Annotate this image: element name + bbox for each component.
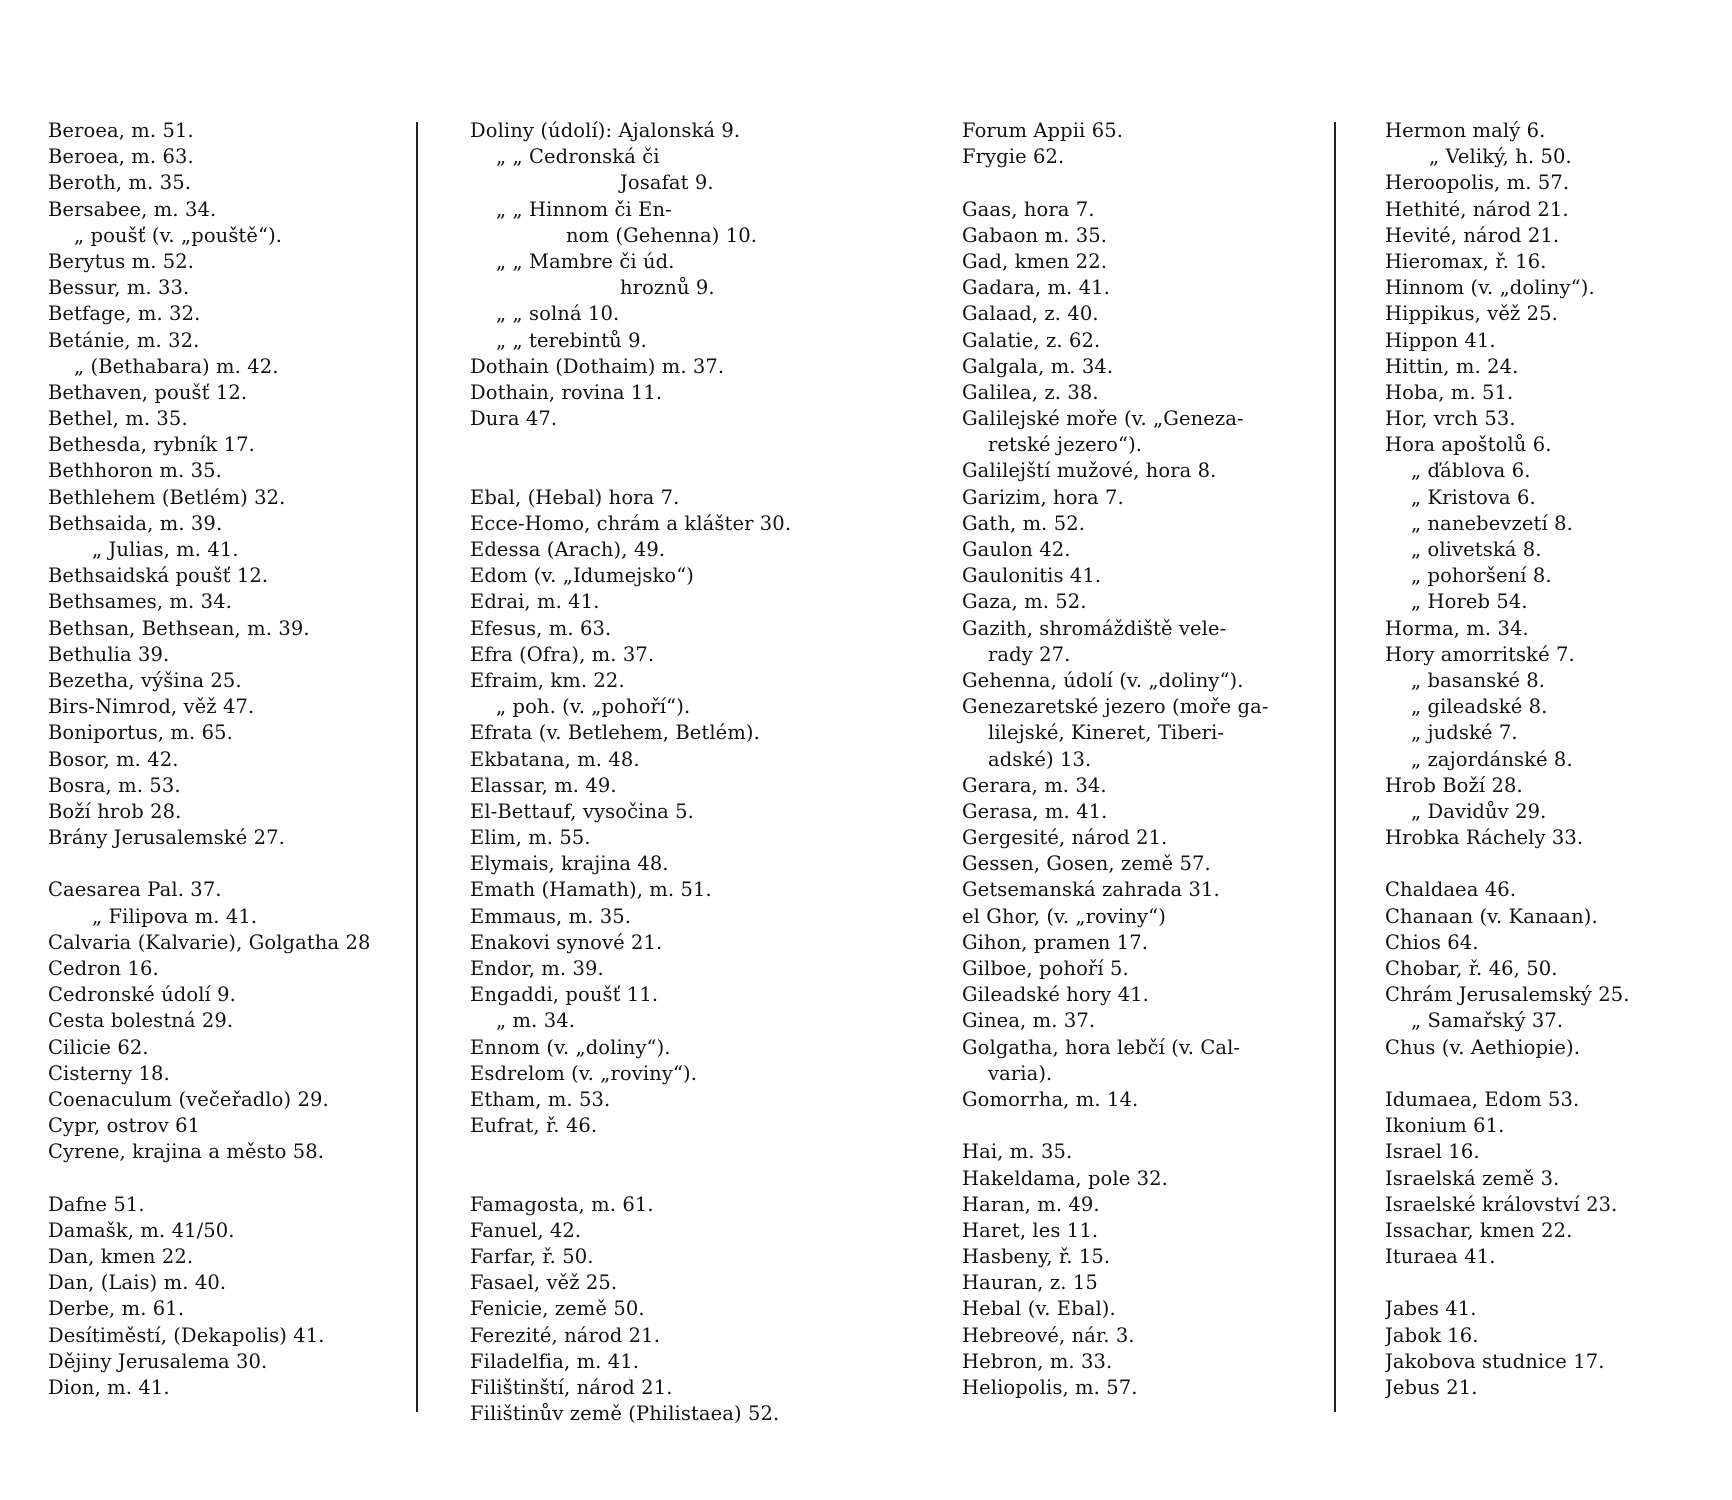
index-entry: Galaad, z. 40. <box>962 302 1099 326</box>
index-entry: Israelská země 3. <box>1385 1166 1560 1190</box>
index-entry: Coenaculum (večeřadlo) 29. <box>48 1087 329 1111</box>
index-column-4 <box>1385 118 1715 1401</box>
section-gap <box>1385 1270 1715 1296</box>
index-entry: Chios 64. <box>1385 930 1479 954</box>
index-entry: Gomorrha, m. 14. <box>962 1087 1139 1111</box>
index-entry: Getsemanská zahrada 31. <box>962 878 1220 902</box>
index-entry: Betfage, m. 32. <box>48 302 201 326</box>
index-entry: „ „ Cedronská či <box>496 145 660 169</box>
index-entry: Chrám Jerusalemský 25. <box>1385 983 1630 1007</box>
section-gap <box>48 1166 408 1192</box>
index-entry: Efesus, m. 63. <box>470 616 612 640</box>
index-entry: Gilboe, pohoří 5. <box>962 957 1129 980</box>
index-entry: Ekbatana, m. 48. <box>470 747 640 771</box>
index-entry: „ nanebevzetí 8. <box>1411 511 1573 535</box>
index-entry: „ (Bethabara) m. 42. <box>74 354 279 378</box>
index-entry: Calvaria (Kalvarie), Golgatha 28 <box>48 930 371 954</box>
index-entry: Israel 16. <box>1385 1140 1480 1164</box>
index-entry: Hora apoštolů 6. <box>1385 433 1552 457</box>
index-entry: Beroea, m. 51. <box>48 119 194 142</box>
index-entry: Gaulonitis 41. <box>962 564 1102 588</box>
index-entry: Hevité, národ 21. <box>1385 223 1560 247</box>
index-entry: Gabaon m. 35. <box>962 223 1108 247</box>
index-entry: Galilejští mužové, hora 8. <box>962 459 1217 483</box>
index-entry: Genezaretské jezero (moře ga- <box>962 695 1269 719</box>
index-entry: Cedronské údolí 9. <box>48 983 236 1007</box>
index-entry: Dějiny Jerusalema 30. <box>48 1349 268 1373</box>
index-entry: Garizim, hora 7. <box>962 485 1124 509</box>
index-entry: Hory amorritské 7. <box>1385 642 1575 666</box>
index-entry: Hermon malý 6. <box>1385 119 1546 142</box>
section-gap <box>470 1166 830 1192</box>
index-entry: Fenicie, země 50. <box>470 1297 645 1321</box>
index-entry: „ Veliký, h. 50. <box>1429 145 1572 169</box>
index-entry: Endor, m. 39. <box>470 957 604 980</box>
index-entry: Gath, m. 52. <box>962 511 1086 535</box>
index-entry: „ olivetská 8. <box>1411 538 1542 561</box>
index-entry: Gaza, m. 52. <box>962 590 1087 614</box>
index-entry: Jabok 16. <box>1385 1323 1479 1347</box>
index-entry: Hauran, z. 15 <box>962 1271 1098 1295</box>
index-entry: Hebreové, nár. 3. <box>962 1323 1135 1347</box>
index-entry: Fasael, věž 25. <box>470 1271 618 1295</box>
section-gap <box>470 1139 830 1165</box>
index-entry: Bethel, m. 35. <box>48 407 188 431</box>
index-entry: Idumaea, Edom 53. <box>1385 1087 1580 1111</box>
index-entry: Hinnom (v. „doliny“). <box>1385 276 1595 300</box>
index-entry: Boniportus, m. 65. <box>48 721 233 745</box>
index-entry: „ pohoršení 8. <box>1411 564 1552 588</box>
index-entry: Bethsan, Bethsean, m. 39. <box>48 616 310 640</box>
index-entry: Dothain, rovina 11. <box>470 380 663 404</box>
index-entry: Efra (Ofra), m. 37. <box>470 642 655 666</box>
index-entry: Hrob Boží 28. <box>1385 773 1523 797</box>
index-entry: Frygie 62. <box>962 145 1065 169</box>
index-entry: Bessur, m. 33. <box>48 276 190 300</box>
index-entry: Dion, m. 41. <box>48 1376 170 1399</box>
index-entry: Forum Appii 65. <box>962 119 1124 142</box>
index-entry: Edrai, m. 41. <box>470 590 600 614</box>
index-entry: Beroth, m. 35. <box>48 171 192 195</box>
section-gap <box>962 170 1307 196</box>
index-column-3 <box>962 118 1307 1401</box>
section-gap <box>1385 851 1715 877</box>
index-entry: Jebus 21. <box>1385 1376 1478 1399</box>
index-entry: Haran, m. 49. <box>962 1192 1100 1216</box>
index-entry: Brány Jerusalemské 27. <box>48 826 285 850</box>
index-entry: Ginea, m. 37. <box>962 1009 1096 1033</box>
index-entry: Hethité, národ 21. <box>1385 197 1569 221</box>
index-entry: Engaddi, poušť 11. <box>470 983 659 1007</box>
index-entry: Bethsaida, m. 39. <box>48 511 223 535</box>
index-entry: Israelské království 23. <box>1385 1192 1618 1216</box>
index-entry: Derbe, m. 61. <box>48 1297 185 1321</box>
index-entry: Bethaven, poušť 12. <box>48 380 248 404</box>
index-entry: „ Kristova 6. <box>1411 485 1536 509</box>
index-entry: „ „ terebintů 9. <box>496 328 647 352</box>
index-entry: Eufrat, ř. 46. <box>470 1114 598 1138</box>
index-entry: Bezetha, výšina 25. <box>48 668 242 692</box>
index-entry: Bersabee, m. 34. <box>48 197 217 221</box>
index-entry: Gerara, m. 34. <box>962 773 1107 797</box>
index-entry: Haret, les 11. <box>962 1218 1099 1242</box>
section-gap <box>470 432 830 458</box>
index-entry: „ Horeb 54. <box>1411 590 1528 614</box>
index-entry: Hai, m. 35. <box>962 1140 1073 1164</box>
index-entry: Gerasa, m. 41. <box>962 799 1108 823</box>
index-entry: Galilea, z. 38. <box>962 380 1099 404</box>
index-entry: Beroea, m. 63. <box>48 145 194 169</box>
index-entry: Chaldaea 46. <box>1385 878 1517 902</box>
index-entry: Elassar, m. 49. <box>470 773 617 797</box>
index-entry: Cesta bolestná 29. <box>48 1009 234 1033</box>
index-entry: Ituraea 41. <box>1385 1245 1496 1269</box>
index-entry: Doliny (údolí): Ajalonská 9. <box>470 119 741 142</box>
index-entry: Hittin, m. 24. <box>1385 354 1519 378</box>
index-entry: Hakeldama, pole 32. <box>962 1166 1168 1190</box>
index-entry: Gileadské hory 41. <box>962 983 1149 1007</box>
index-entry: „ gileadské 8. <box>1411 695 1548 719</box>
index-entry: Gessen, Gosen, země 57. <box>962 852 1211 876</box>
index-entry: Cedron 16. <box>48 957 159 980</box>
index-entry: Galilejské moře (v. „Geneza- <box>962 407 1244 431</box>
index-entry: „ „ solná 10. <box>496 302 620 326</box>
index-entry: Chobar, ř. 46, 50. <box>1385 957 1558 980</box>
index-column-1 <box>48 118 408 1401</box>
index-entry: Gad, kmen 22. <box>962 249 1107 273</box>
index-entry: adské) 13. <box>988 747 1092 771</box>
index-entry: Bosor, m. 42. <box>48 747 179 771</box>
index-entry: „ ďáblova 6. <box>1411 459 1531 483</box>
index-entry: Gergesité, národ 21. <box>962 826 1168 850</box>
index-entry: Golgatha, hora lebčí (v. Cal- <box>962 1035 1241 1059</box>
index-entry: Ebal, (Hebal) hora 7. <box>470 485 680 509</box>
index-entry: Heroopolis, m. 57. <box>1385 171 1570 195</box>
index-entry: Fanuel, 42. <box>470 1218 582 1242</box>
index-entry: Ferezité, národ 21. <box>470 1323 660 1347</box>
index-entry: Cisterny 18. <box>48 1061 170 1085</box>
index-entry: varia). <box>988 1061 1053 1085</box>
index-entry: Berytus m. 52. <box>48 249 195 273</box>
index-entry: Damašk, m. 41/50. <box>48 1218 235 1242</box>
index-entry: Hieromax, ř. 16. <box>1385 249 1547 273</box>
index-entry: „ zajordánské 8. <box>1411 747 1573 771</box>
index-entry: Farfar, ř. 50. <box>470 1245 594 1269</box>
index-entry: Ennom (v. „doliny“). <box>470 1035 671 1059</box>
index-entry: Jabes 41. <box>1385 1297 1477 1321</box>
index-entry: Elymais, krajina 48. <box>470 852 669 876</box>
index-entry: Hebal (v. Ebal). <box>962 1297 1116 1321</box>
index-entry: Birs-Nimrod, věž 47. <box>48 695 255 719</box>
index-entry: Chanaan (v. Kanaan). <box>1385 904 1598 928</box>
index-entry: Dan, kmen 22. <box>48 1245 194 1269</box>
index-entry: „ Samařský 37. <box>1411 1009 1564 1033</box>
index-entry: Edessa (Arach), 49. <box>470 538 666 561</box>
index-entry: Esdrelom (v. „roviny“). <box>470 1061 698 1085</box>
index-entry: El-Bettauf, vysočina 5. <box>470 799 694 823</box>
index-entry: Boží hrob 28. <box>48 799 182 823</box>
index-entry: Filištinův země (Philistaea) 52. <box>470 1402 780 1426</box>
index-entry: Elim, m. 55. <box>470 826 591 850</box>
index-entry: Filištinští, národ 21. <box>470 1376 673 1399</box>
index-entry: Desítiměstí, (Dekapolis) 41. <box>48 1323 325 1347</box>
index-entry: Cilicie 62. <box>48 1035 149 1059</box>
index-entry: Horma, m. 34. <box>1385 616 1529 640</box>
index-entry: Bethsames, m. 34. <box>48 590 232 614</box>
index-entry: „ poh. (v. „pohoří“). <box>496 695 691 719</box>
index-entry: Famagosta, m. 61. <box>470 1192 654 1216</box>
index-entry: Gihon, pramen 17. <box>962 930 1148 954</box>
index-entry: nom (Gehenna) 10. <box>566 223 758 247</box>
index-entry: hroznů 9. <box>620 276 715 300</box>
index-entry: Enakovi synové 21. <box>470 930 663 954</box>
index-entry: Bethlehem (Betlém) 32. <box>48 485 286 509</box>
index-entry: „ Davidův 29. <box>1411 799 1547 823</box>
index-entry: „ poušť (v. „pouště“). <box>74 223 283 247</box>
index-entry: „ „ Mambre či úd. <box>496 249 675 273</box>
column-divider-1 <box>416 122 418 1412</box>
index-entry: Hor, vrch 53. <box>1385 407 1516 431</box>
index-entry: Betánie, m. 32. <box>48 328 200 352</box>
index-entry: „ Filipova m. 41. <box>92 904 258 928</box>
index-entry: Josafat 9. <box>620 171 714 195</box>
index-entry: Filadelfia, m. 41. <box>470 1349 640 1373</box>
index-entry: „ Julias, m. 41. <box>92 538 239 561</box>
index-entry: Efrata (v. Betlehem, Betlém). <box>470 721 760 745</box>
index-entry: Jakobova studnice 17. <box>1385 1349 1605 1373</box>
index-entry: Dura 47. <box>470 407 558 431</box>
index-entry: Gaas, hora 7. <box>962 197 1095 221</box>
index-entry: lilejské, Kineret, Tiberi- <box>988 721 1225 745</box>
section-gap <box>1385 1061 1715 1087</box>
index-entry: Caesarea Pal. 37. <box>48 878 222 902</box>
index-entry: Hoba, m. 51. <box>1385 380 1514 404</box>
index-entry: „ judské 7. <box>1411 721 1518 745</box>
section-gap <box>962 1113 1307 1139</box>
index-entry: Bethulia 39. <box>48 642 170 666</box>
index-entry: rady 27. <box>988 642 1071 666</box>
column-divider-2 <box>1334 122 1336 1412</box>
index-entry: Bethhoron m. 35. <box>48 459 222 483</box>
index-entry: Cypr, ostrov 61 <box>48 1114 201 1138</box>
section-gap <box>470 458 830 484</box>
index-entry: Hippikus, věž 25. <box>1385 302 1558 326</box>
index-entry: Dan, (Lais) m. 40. <box>48 1271 227 1295</box>
index-entry: „ basanské 8. <box>1411 668 1546 692</box>
index-entry: Galgala, m. 34. <box>962 354 1114 378</box>
index-entry: Gehenna, údolí (v. „doliny“). <box>962 668 1244 692</box>
index-entry: Ecce-Homo, chrám a klášter 30. <box>470 511 792 535</box>
index-entry: Chus (v. Aethiopie). <box>1385 1035 1581 1059</box>
index-entry: „ m. 34. <box>496 1009 575 1033</box>
index-entry: Issachar, kmen 22. <box>1385 1218 1573 1242</box>
index-entry: Hrobka Ráchely 33. <box>1385 826 1584 850</box>
index-entry: Emmaus, m. 35. <box>470 904 632 928</box>
index-entry: Heliopolis, m. 57. <box>962 1376 1138 1399</box>
index-entry: Efraim, km. 22. <box>470 668 625 692</box>
index-entry: Emath (Hamath), m. 51. <box>470 878 712 902</box>
index-entry: Bosra, m. 53. <box>48 773 181 797</box>
index-entry: Ikonium 61. <box>1385 1114 1505 1138</box>
index-entry: Galatie, z. 62. <box>962 328 1101 352</box>
index-entry: Hebron, m. 33. <box>962 1349 1113 1373</box>
index-entry: Gaulon 42. <box>962 538 1071 561</box>
index-entry: Gadara, m. 41. <box>962 276 1110 300</box>
index-entry: Etham, m. 53. <box>470 1087 611 1111</box>
index-entry: Gazith, shromáždiště vele- <box>962 616 1227 640</box>
index-entry: retské jezero“). <box>988 433 1143 457</box>
index-entry: „ „ Hinnom či En- <box>496 197 672 221</box>
index-entry: Edom (v. „Idumejsko“) <box>470 564 695 588</box>
index-entry: Hasbeny, ř. 15. <box>962 1245 1111 1269</box>
index-entry: Dafne 51. <box>48 1192 145 1216</box>
index-entry: Bethesda, rybník 17. <box>48 433 255 457</box>
index-entry: Cyrene, krajina a město 58. <box>48 1140 325 1164</box>
index-column-2 <box>470 118 830 1427</box>
index-entry: el Ghor, (v. „roviny“) <box>962 904 1166 928</box>
section-gap <box>48 851 408 877</box>
index-entry: Hippon 41. <box>1385 328 1496 352</box>
index-entry: Bethsaidská poušť 12. <box>48 564 269 588</box>
index-entry: Dothain (Dothaim) m. 37. <box>470 354 725 378</box>
